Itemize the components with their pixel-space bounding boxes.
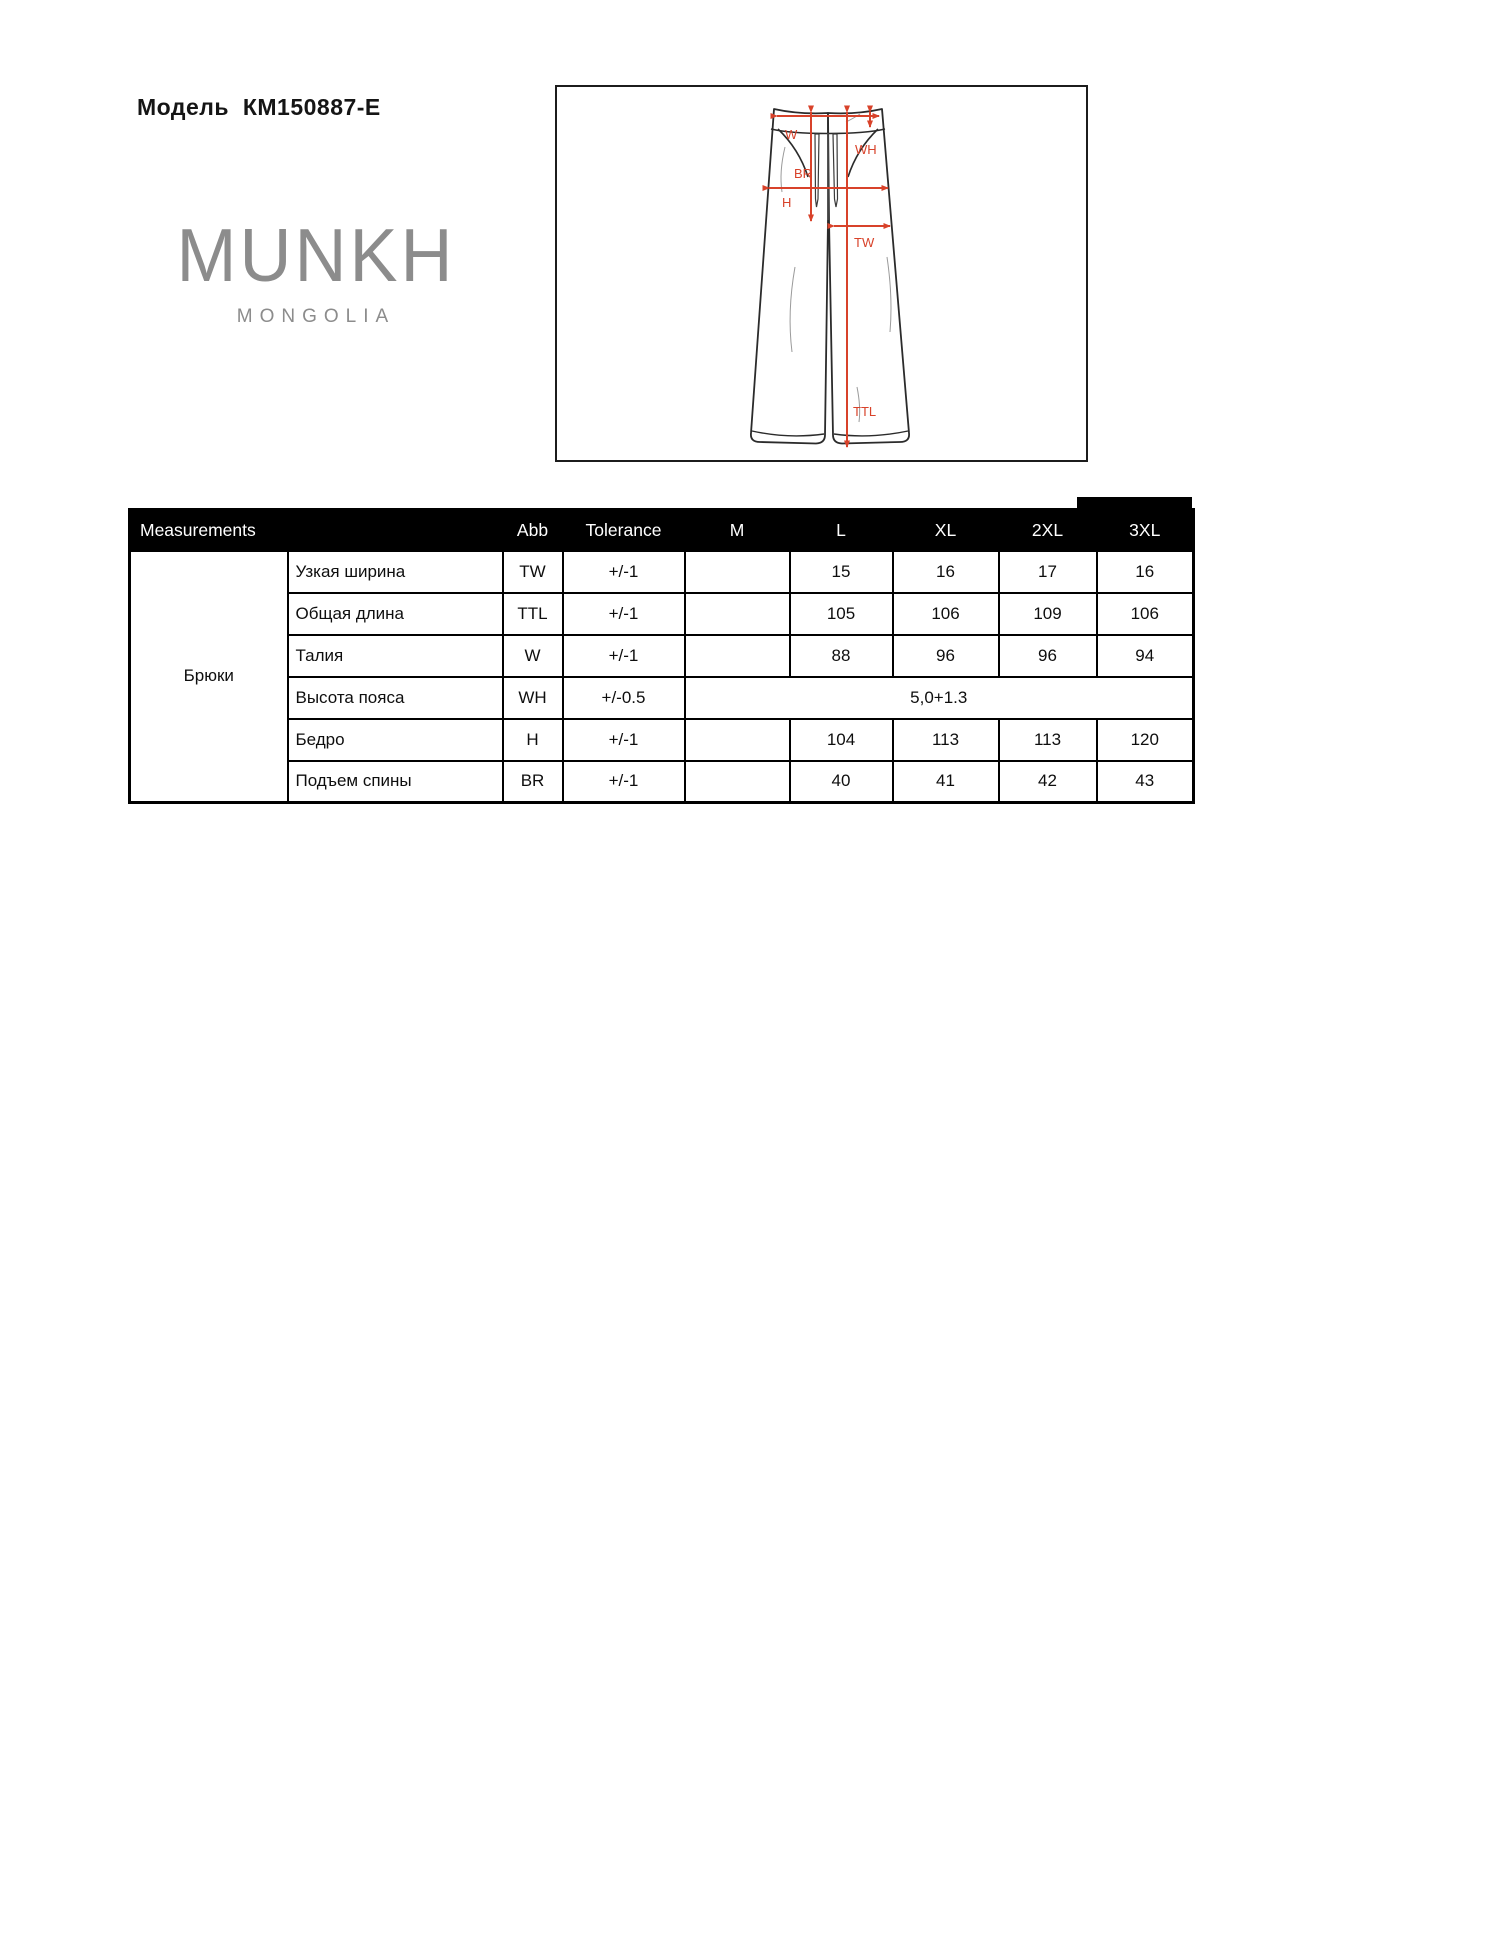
value-cell: 120 — [1097, 719, 1194, 761]
measure-name-cell: Общая длина — [288, 593, 503, 635]
table-row — [130, 551, 1194, 593]
value-cell: 43 — [1097, 761, 1194, 803]
abb-cell: BR — [503, 761, 563, 803]
header-size-l: L — [790, 510, 893, 551]
measure-name-cell: Бедро — [288, 719, 503, 761]
drawstring-left — [815, 134, 819, 207]
value-cell — [685, 593, 790, 635]
abb-cell: TTL — [503, 593, 563, 635]
table-row — [130, 719, 1194, 761]
value-cell: 106 — [893, 593, 999, 635]
header-abb: Abb — [503, 510, 563, 551]
measure-name-cell: Подъем спины — [288, 761, 503, 803]
abb-cell: H — [503, 719, 563, 761]
brand-logo — [130, 214, 502, 328]
measure-name-cell: Узкая ширина — [288, 551, 503, 593]
technical-drawing-box — [555, 85, 1088, 462]
brand-subtitle: MONGOLIA — [236, 306, 396, 327]
table-header-row — [130, 510, 1194, 551]
tolerance-cell: +/-1 — [563, 761, 685, 803]
brand-name: MUNKH — [176, 214, 456, 298]
header-size-3xl: 3XL — [1097, 510, 1194, 551]
tolerance-cell: +/-1 — [563, 593, 685, 635]
header-notch — [1077, 497, 1192, 511]
br-label: BR — [794, 166, 813, 181]
tolerance-cell: +/-1 — [563, 719, 685, 761]
header-tolerance: Tolerance — [563, 510, 685, 551]
value-cell: 94 — [1097, 635, 1194, 677]
value-cell: 40 — [790, 761, 893, 803]
tolerance-cell: +/-0.5 — [563, 677, 685, 719]
abb-cell: W — [503, 635, 563, 677]
value-cell — [685, 719, 790, 761]
value-cell: 96 — [999, 635, 1097, 677]
w-label: W — [785, 127, 798, 142]
group-label-cell: Брюки — [130, 551, 288, 803]
wh-label: WH — [855, 142, 877, 157]
value-cell: 106 — [1097, 593, 1194, 635]
value-cell: 16 — [893, 551, 999, 593]
model-title: Модель КМ150887-Е — [137, 94, 381, 120]
tolerance-cell: +/-1 — [563, 635, 685, 677]
value-cell — [685, 635, 790, 677]
table-row — [130, 677, 1194, 719]
value-cell: 17 — [999, 551, 1097, 593]
value-cell: 96 — [893, 635, 999, 677]
tw-label: TW — [854, 235, 875, 250]
table-row — [130, 635, 1194, 677]
measurements-table-container — [128, 508, 1192, 804]
header-size-2xl: 2XL — [999, 510, 1097, 551]
value-cell: 113 — [893, 719, 999, 761]
value-cell: 15 — [790, 551, 893, 593]
measure-name-cell: Высота пояса — [288, 677, 503, 719]
header-size-xl: XL — [893, 510, 999, 551]
table-row — [130, 593, 1194, 635]
abb-cell: WH — [503, 677, 563, 719]
pants-diagram — [557, 87, 1086, 460]
value-cell: 88 — [790, 635, 893, 677]
value-cell — [685, 761, 790, 803]
measure-name-cell: Талия — [288, 635, 503, 677]
value-cell: 109 — [999, 593, 1097, 635]
value-cell: 104 — [790, 719, 893, 761]
header-measurements: Measurements — [130, 510, 503, 551]
abb-cell: TW — [503, 551, 563, 593]
value-cell — [685, 551, 790, 593]
measurements-table — [128, 508, 1195, 804]
ttl-label: TTL — [853, 404, 877, 419]
table-row — [130, 761, 1194, 803]
h-label: H — [782, 195, 792, 210]
header-size-m: M — [685, 510, 790, 551]
value-cell: 113 — [999, 719, 1097, 761]
value-cell: 16 — [1097, 551, 1194, 593]
value-cell: 105 — [790, 593, 893, 635]
pants-right-leg — [828, 109, 909, 444]
value-cell: 41 — [893, 761, 999, 803]
tolerance-cell: +/-1 — [563, 551, 685, 593]
merged-value-cell: 5,0+1.3 — [685, 677, 1194, 719]
value-cell: 42 — [999, 761, 1097, 803]
